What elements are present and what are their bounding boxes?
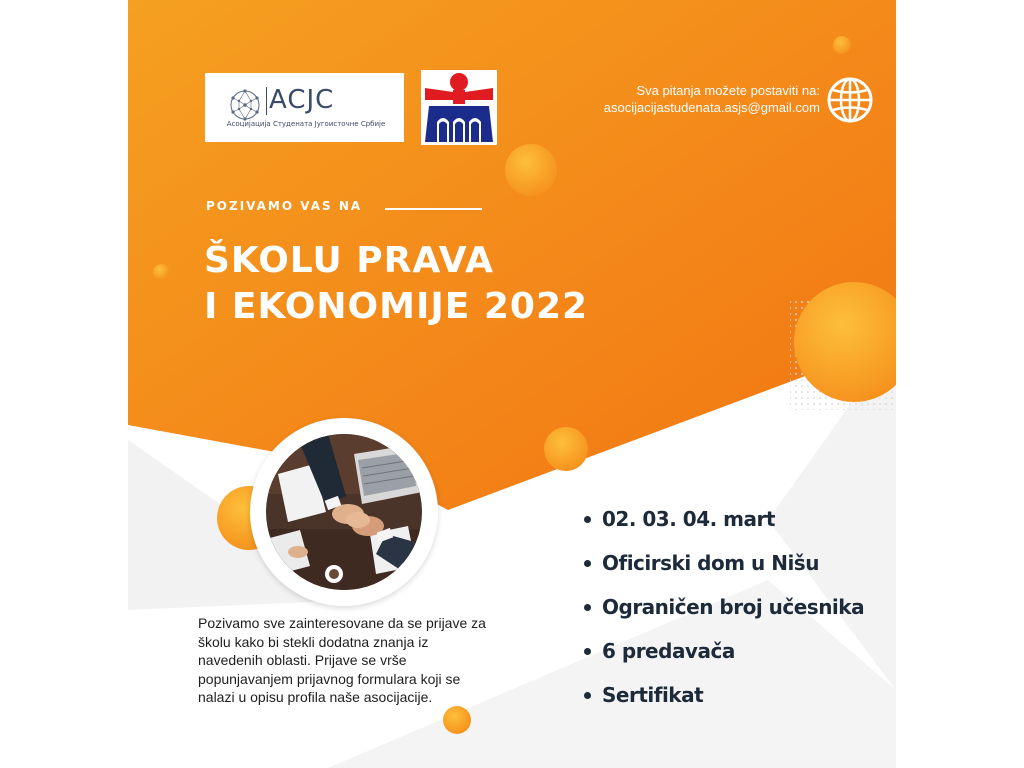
invite-label: POZIVAMO VAS NA: [206, 199, 363, 213]
detail-certificate: Sertifikat: [602, 683, 704, 707]
details-list: [584, 505, 864, 725]
title-line-1: ŠKOLU PRAVA: [204, 240, 495, 281]
poster: [128, 0, 896, 768]
bullet-dot: [584, 648, 591, 655]
globe-icon: [826, 76, 874, 124]
acjc-logo: [205, 73, 404, 142]
page-title: [204, 238, 588, 330]
network-globe-icon: [227, 87, 263, 123]
logo-divider: [266, 87, 267, 115]
list-item: [584, 549, 864, 593]
invite-underline: [385, 208, 482, 210]
list-item: [584, 681, 864, 725]
handshake-photo: [266, 434, 422, 590]
deco-circle: [443, 706, 471, 734]
detail-capacity: Ograničen broj učesnika: [602, 595, 865, 619]
detail-location: Oficirski dom u Nišu: [602, 551, 819, 575]
deco-circle: [544, 427, 588, 471]
logo-subtitle: Асоцијација Студената Југоисточне Србије: [226, 120, 386, 128]
bullet-dot: [584, 516, 591, 523]
list-item: [584, 637, 864, 681]
contact-email[interactable]: asocijacijastudenata.asjs@gmail.com: [603, 100, 820, 115]
contact-info: [604, 82, 820, 116]
detail-date: 02. 03. 04. mart: [602, 507, 775, 531]
detail-lecturers: 6 predavača: [602, 639, 735, 663]
bullet-dot: [584, 604, 591, 611]
university-emblem-icon: [421, 70, 497, 145]
deco-circle: [833, 36, 851, 54]
bullet-dot: [584, 692, 591, 699]
contact-label: Sva pitanja možete postaviti na:: [636, 83, 820, 98]
deco-circle: [505, 144, 557, 196]
list-item: [584, 505, 864, 549]
list-item: [584, 593, 864, 637]
bullet-dot: [584, 560, 591, 567]
title-line-2: I EKONOMIJE 2022: [204, 286, 589, 327]
deco-circle: [153, 264, 169, 280]
description-text: Pozivamo sve zainteresovane da se prijave za školu kako bi stekli dodatna znanja iz navedenih oblasti. Prijave se vrše popunjavanjem prijavnog formulara koji se nalazi u opisu profila naše asocijacije.: [198, 615, 486, 705]
logo-letters: ACJC: [269, 85, 335, 115]
